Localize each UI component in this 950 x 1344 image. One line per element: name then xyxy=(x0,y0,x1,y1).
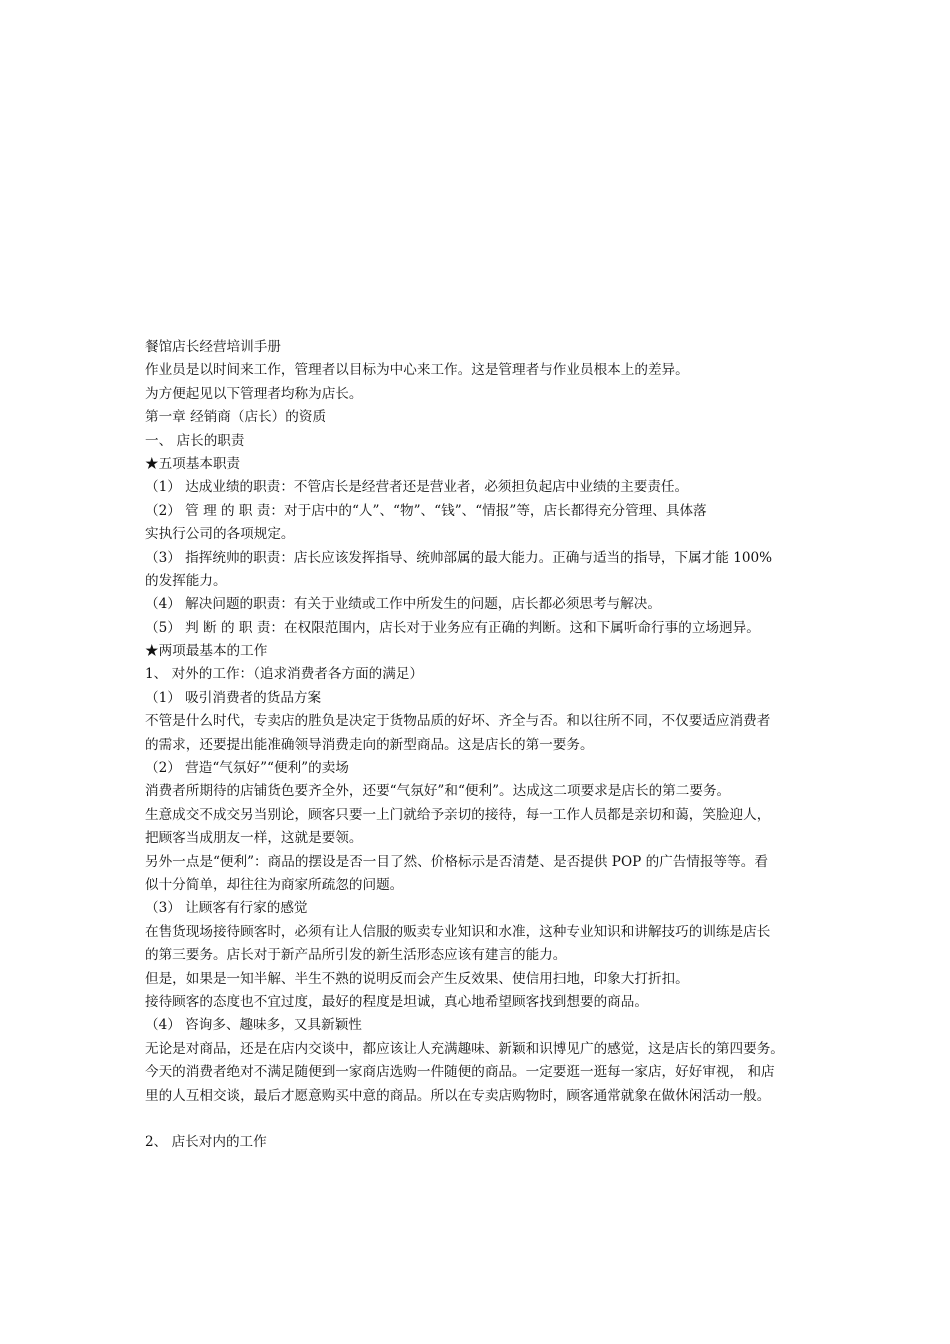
blank-line xyxy=(145,1108,825,1131)
document-title: 餐馆店长经营培训手册 xyxy=(145,339,281,355)
paragraph-line: 把顾客当成朋友一样，这就是要领。 xyxy=(145,830,363,847)
section-heading: 1、 对外的工作：（追求消费者各方面的满足） xyxy=(145,666,424,683)
list-item: （1） 达成业绩的职责：不管店长是经营者还是营业者，必须担负起店中业绩的主要责任。 xyxy=(145,479,689,496)
paragraph-line: 实执行公司的各项规定。 xyxy=(145,526,295,543)
section-heading: 2、 店长对内的工作 xyxy=(145,1134,267,1151)
list-item: （4） 解决问题的职责：有关于业绩或工作中所发生的问题，店长都必须思考与解决。 xyxy=(145,596,661,613)
paragraph-line: 消费者所期待的店铺货色要齐全外，还要“气氛好”和“便利”。达成这二项要求是店长的第二要务。 xyxy=(145,783,731,800)
paragraph-line: 为方便起见以下管理者均称为店长。 xyxy=(145,385,363,402)
paragraph-line: 的需求，还要提出能准确领导消费走向的新型商品。这是店长的第一要务。 xyxy=(145,736,594,753)
list-item: （5） 判 断 的 职 责：在权限范围内，店长对于业务应有正确的判断。这和下属听命行事的立场迥异。 xyxy=(145,619,760,636)
paragraph-line: 但是，如果是一知半解、半生不熟的说明反而会产生反效果、使信用扫地，印象大打折扣。 xyxy=(145,970,689,987)
paragraph-line: 的第三要务。店长对于新产品所引发的新生活形态应该有建言的能力。 xyxy=(145,947,567,964)
paragraph-line: 另外一点是“便利”：商品的摆设是否一目了然、价格标示是否清楚、是否提供 POP 的广告情报等等。看 xyxy=(145,853,768,870)
list-item: （2） 管 理 的 职 责：对于店中的“人”、“物”、“钱”、“情报”等，店长都得充分管理、具体落 xyxy=(145,502,707,519)
paragraph-line: 的发挥能力。 xyxy=(145,572,227,589)
paragraph-line: 似十分简单，却往往为商家所疏忽的问题。 xyxy=(145,876,404,893)
paragraph-line: 无论是对商品，还是在店内交谈中，都应该让人充满趣味、新颖和识博见广的感觉，这是店长的第四要务。 xyxy=(145,1040,784,1057)
paragraph-line: 不管是什么时代，专卖店的胜负是决定于货物品质的好坏、齐全与否。和以往所不同，不仅要适应消费者 xyxy=(145,713,771,730)
list-item: （3） 让顾客有行家的感觉 xyxy=(145,900,308,917)
list-item: （2） 营造“气氛好”“便利”的卖场 xyxy=(145,760,349,777)
paragraph-line: 里的人互相交谈，最后才愿意购买中意的商品。所以在专卖店购物时，顾客通常就象在做休闲活动一般。 xyxy=(145,1087,771,1104)
paragraph-line: 接待顾客的态度也不宜过度，最好的程度是坦诚，真心地希望顾客找到想要的商品。 xyxy=(145,993,648,1010)
chapter-heading: 第一章 经销商（店长）的资质 xyxy=(145,409,327,426)
paragraph-line: 在售货现场接待顾客时，必须有让人信服的贩卖专业知识和水准，这种专业知识和讲解技巧的训练是店长 xyxy=(145,923,771,940)
list-item: （3） 指挥统帅的职责：店长应该发挥指导、统帅部属的最大能力。正确与适当的指导，下属才能 100% xyxy=(145,549,773,566)
document-body xyxy=(145,336,825,1155)
list-item: （1） 吸引消费者的货品方案 xyxy=(145,689,322,706)
subsection-heading: ★两项最基本的工作 xyxy=(145,643,268,660)
section-heading: 一、 店长的职责 xyxy=(145,432,245,449)
paragraph-line: 作业员是以时间来工作，管理者以目标为中心来工作。这是管理者与作业员根本上的差异。 xyxy=(145,362,689,379)
subsection-heading: ★五项基本职责 xyxy=(145,455,241,472)
list-item: （4） 咨询多、趣味多，又具新颖性 xyxy=(145,1017,362,1034)
paragraph-line: 今天的消费者绝对不满足随便到一家商店选购一件随便的商品。一定要逛一逛每一家店，好好审视， 和店 xyxy=(145,1064,775,1081)
paragraph-line: 生意成交不成交另当别论，顾客只要一上门就给予亲切的接待，每一工作人员都是亲切和蔼，笑脸迎人， xyxy=(145,806,771,823)
